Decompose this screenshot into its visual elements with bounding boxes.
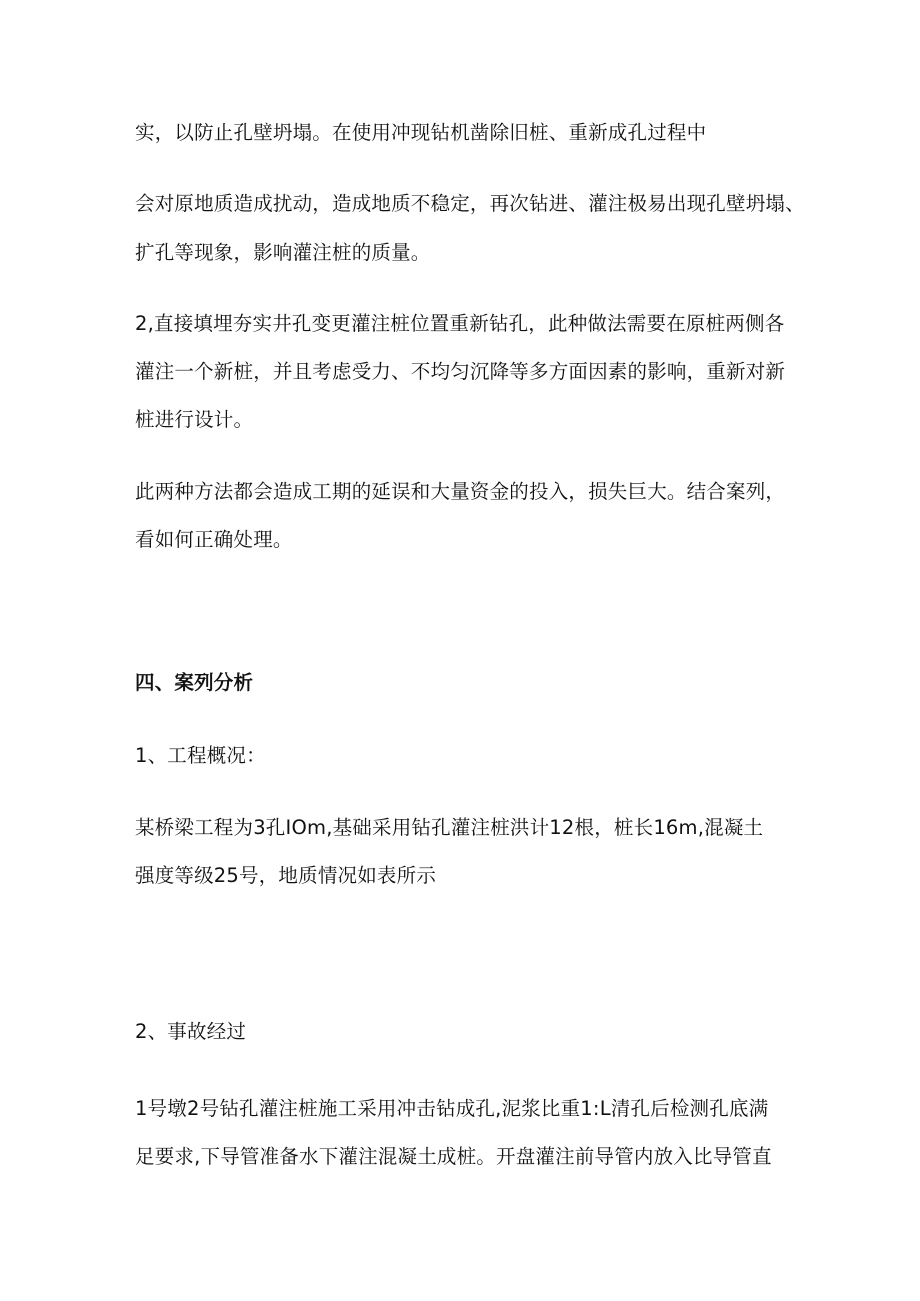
paragraph-line: 足要求,下导管准备水下灌注混凝土成桩。开盘灌注前导管内放入比导管直: [135, 1145, 772, 1168]
paragraph-line: 会对原地质造成扰动，造成地质不稳定，再次钻进、灌注极易出现孔壁坍塌、: [135, 192, 805, 215]
paragraph-line: 看如何正确处理。: [135, 528, 293, 551]
paragraph-line: 扩孔等现象，影响灌注桩的质量。: [135, 241, 431, 264]
subsection-heading: 2、事故经过: [135, 1020, 247, 1043]
paragraph-line: 某桥梁工程为3孔IOm,基础采用钻孔灌注桩洪计12根，桩长16m,混凝土: [135, 816, 764, 839]
paragraph-line: 1号墩2号钻孔灌注桩施工采用冲击钻成孔,泥浆比重1:L清孔后检测孔底满: [135, 1097, 769, 1120]
paragraph-line: 2,直接填埋夯实井孔变更灌注桩位置重新钻孔，此种做法需要在原桩两侧各: [135, 312, 785, 335]
paragraph-line: 实，以防止孔壁坍塌。在使用冲现钻机凿除旧桩、重新成孔过程中: [135, 121, 707, 144]
section-heading: 四、案列分析: [135, 671, 254, 694]
paragraph-line: 灌注一个新桩，并且考虑受力、不均匀沉降等多方面因素的影响，重新对新: [135, 360, 786, 383]
subsection-heading: 1、工程概况：: [135, 744, 266, 767]
paragraph-line: 桩进行设计。: [135, 408, 254, 431]
paragraph-line: 强度等级25号，地质情况如表所示: [135, 864, 437, 887]
paragraph-line: 此两种方法都会造成工期的延误和大量资金的投入，损失巨大。结合案列，: [135, 480, 786, 503]
